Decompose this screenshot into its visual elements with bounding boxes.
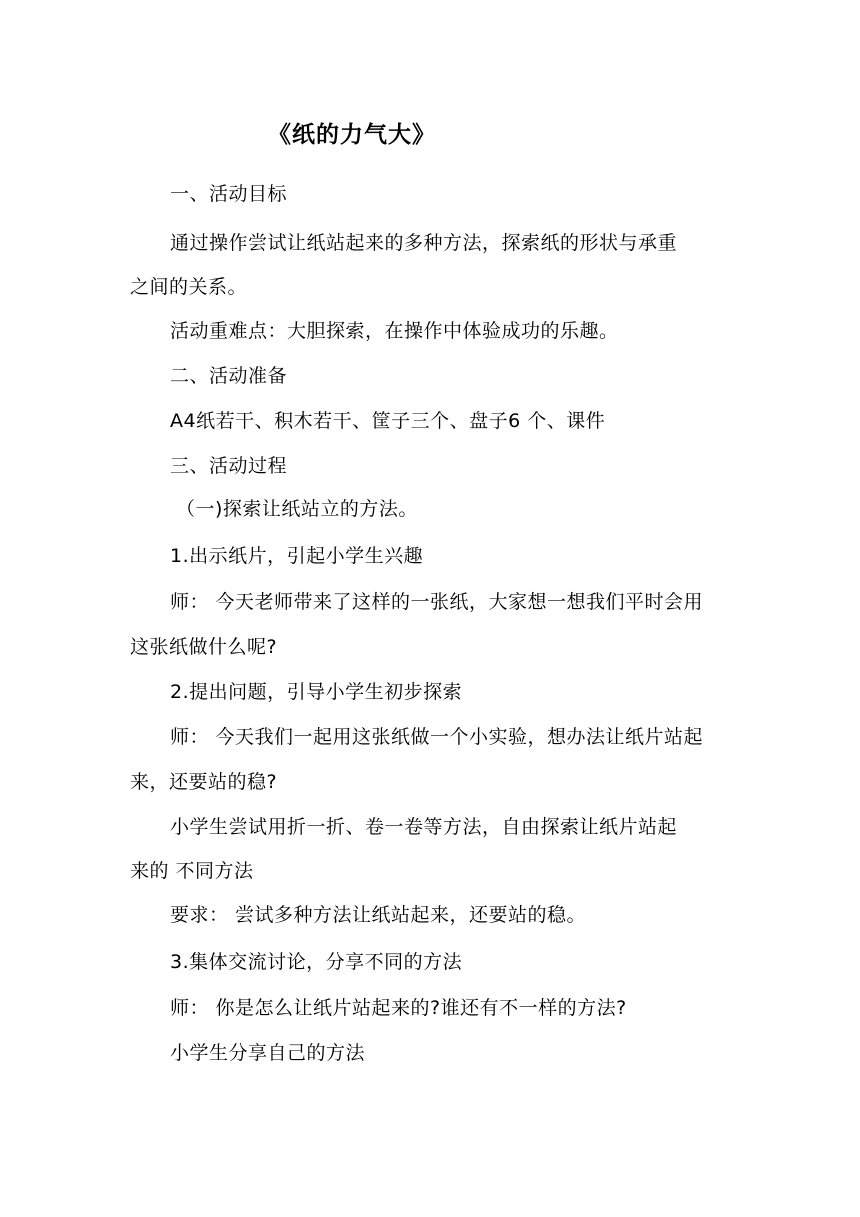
- paragraph-goal-line2: 之间的关系。: [130, 276, 248, 298]
- teacher-line-3: 师： 你是怎么让纸片站起来的?谁还有不一样的方法?: [170, 997, 627, 1019]
- student-try-line2: 来的 不同方法: [130, 860, 254, 882]
- step-3: 3.集体交流讨论，分享不同的方法: [170, 951, 463, 973]
- teacher-line-1b: 这张纸做什么呢?: [130, 636, 278, 658]
- requirement-line: 要求： 尝试多种方法让纸站起来，还要站的稳。: [170, 904, 587, 926]
- paragraph-key-points: 活动重难点：大胆探索，在操作中体验成功的乐趣。: [170, 320, 619, 342]
- teacher-line-2b: 来，还要站的稳?: [130, 771, 278, 793]
- teacher-line-1a: 师： 今天老师带来了这样的一张纸，大家想一想我们平时会用: [170, 591, 704, 613]
- student-try-line1: 小学生尝试用折一折、卷一卷等方法，自由探索让纸片站起: [170, 816, 678, 838]
- heading-preparation: 二、活动准备: [170, 365, 288, 387]
- paragraph-materials: A4纸若干、积木若干、筐子三个、盘子6 个、课件: [170, 410, 606, 432]
- step-2: 2.提出问题，引导小学生初步探索: [170, 681, 463, 703]
- heading-process: 三、活动过程: [170, 455, 288, 477]
- student-share-line: 小学生分享自己的方法: [170, 1042, 366, 1064]
- heading-goals: 一、活动目标: [170, 183, 288, 205]
- step-1: 1.出示纸片，引起小学生兴趣: [170, 545, 424, 567]
- subheading-explore: （一)探索让纸站立的方法。: [176, 498, 418, 520]
- teacher-line-2a: 师： 今天我们一起用这张纸做一个小实验，想办法让纸片站起: [170, 726, 704, 748]
- paragraph-goal-line1: 通过操作尝试让纸站起来的多种方法，探索纸的形状与承重: [170, 232, 678, 254]
- document-title: 《纸的力气大》: [268, 122, 436, 148]
